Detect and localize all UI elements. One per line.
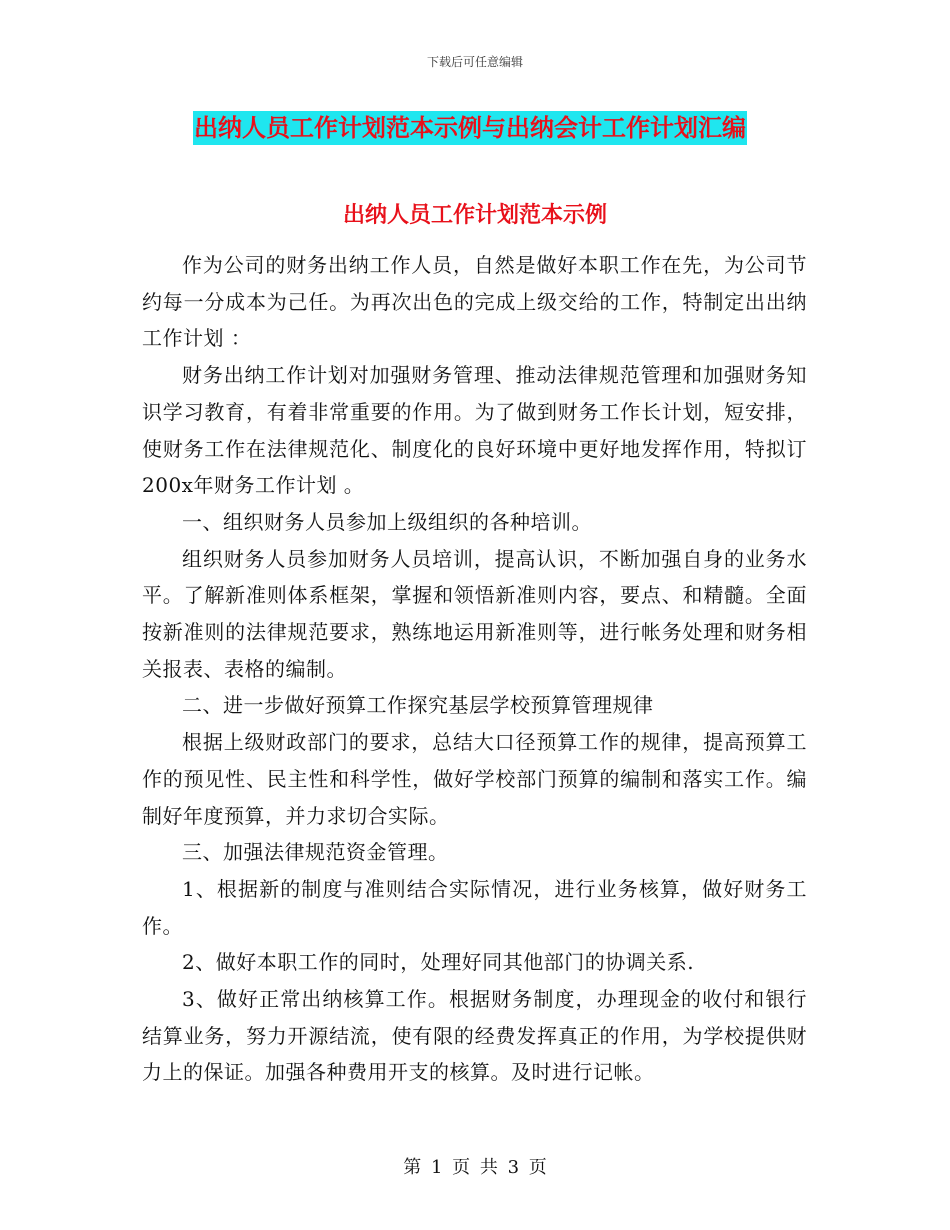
section-title: 出纳人员工作计划范本示例 [342, 202, 607, 228]
paragraph-purpose: 财务出纳工作计划对加强财务管理、推动法律规范管理和加强财务知识学习教育，有着非常重要的作用。为了做到财务工作长计划，短安排，使财务工作在法律规范化、制度化的良好环境中更好地发挥作用，特拟订200x年财务工作计划 。 [142, 363, 807, 498]
heading-budget: 二、进一步做好预算工作探究基层学校预算管理规律 [182, 693, 654, 718]
paragraph-intro: 作为公司的财务出纳工作人员，自然是做好本职工作在先，为公司节约每一分成本为己任。为再次出色的完成上级交给的工作，特制定出出纳工作计划 ： [142, 253, 807, 351]
heading-funds: 三、加强法律规范资金管理。 [182, 840, 449, 865]
paragraph-training: 组织财务人员参加财务人员培训，提高认识，不断加强自身的业务水平。了解新准则体系框架，掌握和领悟新准则内容，要点、和精髓。全面按新准则的法律规范要求，熟练地运用新准则等，进行帐务处理和财务相关报表、表格的编制。 [142, 546, 807, 681]
page-number: 第 1 页 共 3 页 [403, 1157, 547, 1178]
main-title-wrap [193, 111, 803, 145]
page-header-note: 下载后可任意编辑 [426, 55, 523, 69]
list-item-2: 2、做好本职工作的同时，处理好同其他部门的协调关系. [182, 950, 695, 975]
document-body [142, 247, 807, 1091]
list-item-1: 1、根据新的制度与准则结合实际情况，进行业务核算，做好财务工作。 [142, 876, 807, 938]
main-title: 出纳人员工作计划范本示例与出纳会计工作计划汇编 [193, 111, 747, 145]
paragraph-budget: 根据上级财政部门的要求，总结大口径预算工作的规律，提高预算工作的预见性、民主性和科学性，做好学校部门预算的编制和落实工作。编制好年度预算，并力求切合实际。 [142, 730, 807, 828]
list-item-3: 3、做好正常出纳核算工作。根据财务制度，办理现金的收付和银行结算业务，努力开源结流，使有限的经费发挥真正的作用，为学校提供财力上的保证。加强各种费用开支的核算。及时进行记帐。 [142, 987, 807, 1085]
heading-training: 一、组织财务人员参加上级组织的各种培训。 [182, 509, 592, 534]
